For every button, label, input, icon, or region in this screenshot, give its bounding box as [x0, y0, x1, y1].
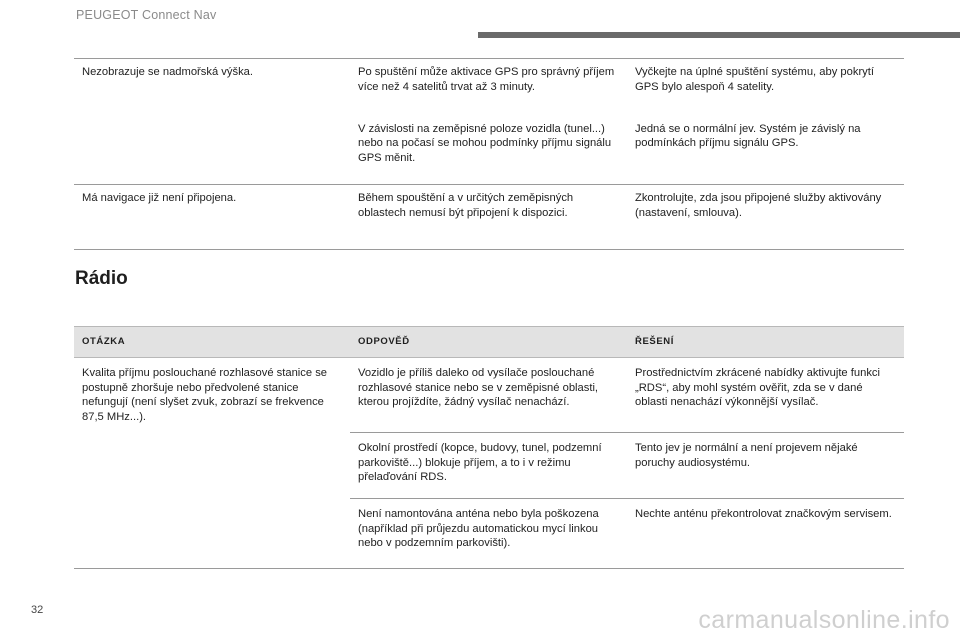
answer-cell: Není namontována anténa nebo byla poškozena (například při průjezdu automatickou mycí linkou nebo v podzemním parkovišti). [350, 499, 627, 569]
question-cell: Má navigace již není připojena. [74, 185, 350, 250]
solution-cell: Zkontrolujte, zda jsou připojené služby aktivovány (nastavení, smlouva). [627, 185, 904, 250]
answer-cell: Po spuštění může aktivace GPS pro správný příjem více než 4 satelitů trvat až 3 minuty. [358, 66, 615, 93]
page-number: 32 [31, 604, 44, 616]
question-cell: Kvalita příjmu poslouchané rozhlasové stanice se postupně zhoršuje nebo předvolené stanice nefungují (není slyšet zvuk, zobrazí se frekvence 87,5 MHz...). [74, 358, 350, 569]
solution-cell: Vyčkejte na úplné spuštění systému, aby pokrytí GPS bylo alespoň 4 satelity. [635, 66, 874, 93]
solution-cell: Prostřednictvím zkrácené nabídky aktivujte funkci „RDS“, aby mohl systém ověřit, zda se v dané oblasti nenachází výkonnější vysílač. [627, 358, 904, 433]
answer-cell: Okolní prostředí (kopce, budovy, tunel, podzemní parkoviště...) blokuje příjem, a to i v režimu přelaďování RDS. [350, 433, 627, 499]
solution-cell: Tento jev je normální a není projevem nějaké poruchy audiosystému. [627, 433, 904, 499]
section-title: Rádio [75, 268, 128, 289]
solution-cell: Nechte anténu překontrolovat značkovým servisem. [627, 499, 904, 569]
table-header-row [74, 327, 904, 358]
solution-cell: Jedná se o normální jev. Systém je závislý na podmínkách příjmu signálu GPS. [627, 116, 904, 185]
column-header-question: OTÁZKA [74, 327, 350, 358]
document-header-title: PEUGEOT Connect Nav [76, 8, 217, 22]
watermark: carmanualsonline.info [698, 606, 950, 634]
answer-cell: Během spouštění a v určitých zeměpisných oblastech nemusí být připojení k dispozici. [350, 185, 627, 250]
answer-cell: V závislosti na zeměpisné poloze vozidla (tunel...) nebo na počasí se mohou podmínky příjmu signálu GPS měnit. [350, 116, 627, 185]
table-row [74, 185, 904, 250]
header-bar [478, 32, 960, 38]
column-header-solution: ŘEŠENÍ [627, 327, 904, 358]
radio-troubleshooting-table [74, 326, 904, 569]
table-row [74, 358, 904, 433]
question-cell: Nezobrazuje se nadmořská výška. [74, 59, 350, 185]
navigation-troubleshooting-table [74, 58, 904, 250]
answer-cell: Vozidlo je příliš daleko od vysílače poslouchané rozhlasové stanice nebo se v zeměpisné oblasti, kterou projíždíte, žádný vysílač nenachází. [350, 358, 627, 433]
column-header-answer: ODPOVĚĎ [350, 327, 627, 358]
table-row [74, 59, 904, 116]
